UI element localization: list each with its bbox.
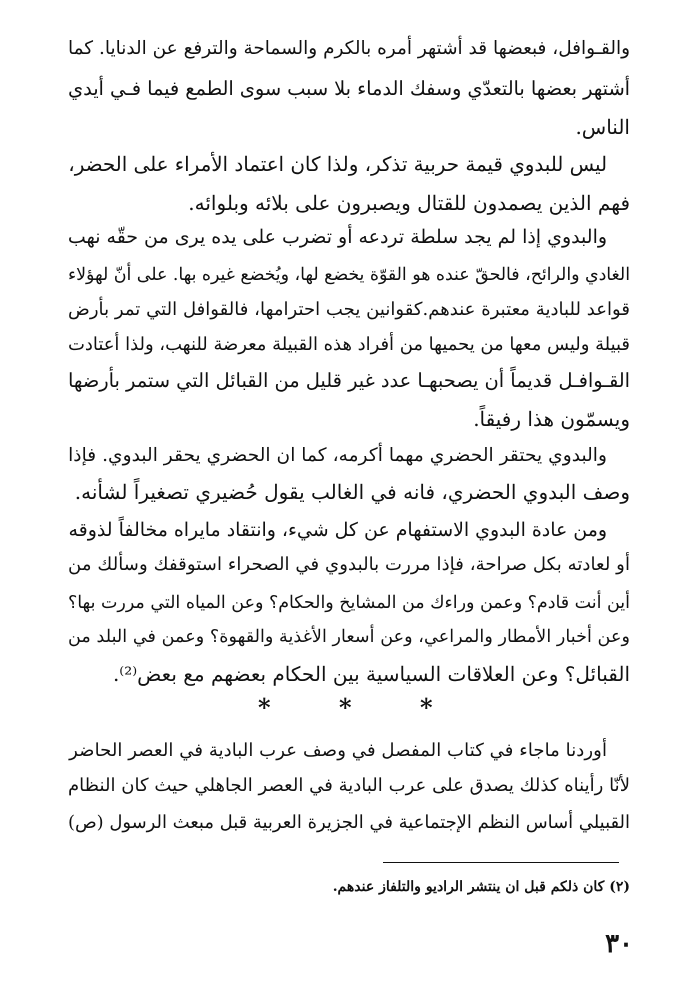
separator-star: * (339, 693, 352, 722)
text-line: والقـوافل، فبعضها قد أشتهر أمره بالكرم والسماحة والترفع عن الدنايا. كما (68, 38, 630, 59)
section-separator (0, 693, 695, 723)
text-line: والبدوي إذا لم يجد سلطة تردعه أو تضرب على يده يرى من حقّه نهب (67, 226, 607, 248)
text-line: قواعد للبادية معتبرة عندهم.كقوانين يجب احترامها، فالقوافل التي تمر بأرض (68, 299, 630, 320)
footnote-divider (383, 862, 619, 863)
separator-star: * (258, 693, 271, 722)
text-line: القبيلي أساس النظم الإجتماعية في الجزيرة العربية قبل مبعث الرسول (ص) (68, 812, 630, 833)
text-line: لأنّا رأيناه كذلك يصدق على عرب البادية في العصر الجاهلي حيث كان النظام (68, 775, 630, 796)
text-line: أين أنت قادم؟ وعمن وراءك من المشايخ والحكام؟ وعن المياه التي مررت بها؟ (68, 593, 630, 613)
text-line: أوردنا ماجاء في كتاب المفصل في وصف عرب البادية في العصر الحاضر (69, 740, 607, 761)
text-line: وعن أخبار الأمطار والمراعي، وعن أسعار الأغذية والقهوة؟ وعمن في البلد من (68, 627, 630, 647)
text-line: أشتهر بعضها بالتعدّي وسفك الدماء بلا سبب سوى الطمع فيما فـي أيدي (68, 77, 630, 100)
text-line: القبائل؟ وعن العلاقات السياسية بين الحكام بعضهم مع بعض⁽²⁾. (112, 662, 630, 686)
text-line: فهم الذين يصمدون للقتال ويصبرون على بلائه وبلوائه. (188, 191, 630, 215)
footnote: (٢) كان ذلكم قبل ان ينتشر الراديو والتلفاز عندهم. (332, 879, 630, 895)
text-line: قبيلة وليس معها من يحميها من أفراد هذه القبيلة معرضة للنهب، ولذا أعتادت (68, 334, 630, 355)
text-line: والبدوي يحتقر الحضري مهما أكرمه، كما ان الحضري يحقر البدوي. فإذا (68, 445, 607, 466)
separator-star: * (420, 693, 433, 722)
text-line: أو لعادته بكل صراحة، فإذا مررت بالبدوي في الصحراء استوقفك وسألك من (68, 554, 630, 575)
text-line: الغادي والرائح، فالحقّ عنده هو القوّة يخضع لها، ويُخضع غيره بها. على أنّ لهؤلاء (68, 265, 630, 285)
page-number: ٣٠ (605, 929, 633, 959)
text-line: ليس للبدوي قيمة حربية تذكر، ولذا كان اعتماد الأمراء على الحضر، (68, 153, 607, 176)
text-line: ويسمّون هذا رفيقاً. (473, 407, 630, 431)
text-line: الناس. (575, 115, 630, 139)
text-line: وصف البدوي الحضري، فانه في الغالب يقول حُضيري تصغيراً لشأنه. (74, 480, 630, 504)
text-line: ومن عادة البدوي الاستفهام عن كل شيء، وانتقاد مايراه مخالفاً لذوقه (68, 519, 607, 541)
text-line: القـوافـل قديماً أن يصحبهـا عدد غير قليل من القبائل التي ستمر بأرضها (68, 369, 630, 392)
